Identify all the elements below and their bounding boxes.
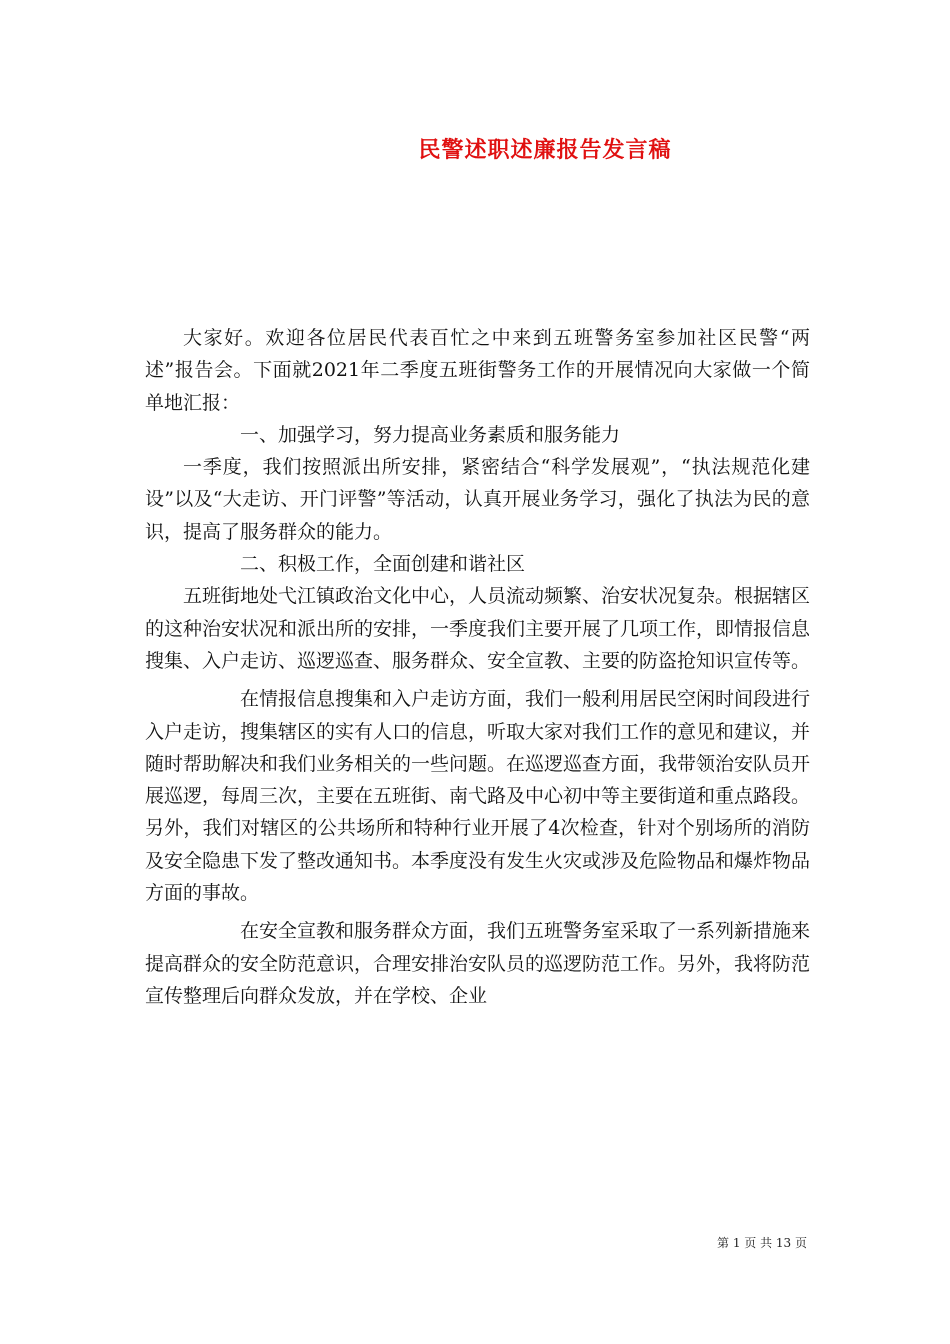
safety-education-paragraph: 在安全宣教和服务群众方面，我们五班警务室采取了一系列新措施来提高群众的安全防范意识，合理安排治安队员的巡逻防范工作。另外，我将防范宣传整理后向群众发放，并在学校、企业 — [145, 920, 811, 1007]
section-heading-1: 一、加强学习，努力提高业务素质和服务能力 — [240, 423, 621, 446]
intro-paragraph: 大家好。欢迎各位居民代表百忙之中来到五班警务室参加社区民警“两述”报告会。下面就2021年二季度五班街警务工作的开展情况向大家做一个简单地汇报： — [145, 327, 810, 414]
page-number: 第 1 页 共 13 页 — [717, 1236, 807, 1250]
section-heading-2: 二、积极工作，全面创建和谐社区 — [240, 553, 526, 576]
section-2-paragraph: 五班街地处弋江镇政治文化中心，人员流动频繁、治安状况复杂。根据辖区的这种治安状况和派出所的安排，一季度我们主要开展了几项工作，即情报信息搜集、入户走访、巡逻巡查、服务群众、安全宣教、主要的防盗抢知识宣传等。 — [145, 585, 811, 672]
section-1-paragraph: 一季度，我们按照派出所安排，紧密结合“科学发展观”，“执法规范化建设”以及“大走访、开门评警”等活动，认真开展业务学习，强化了执法为民的意识，提高了服务群众的能力。 — [145, 456, 810, 543]
document-title: 民警述职述廉报告发言稿 — [418, 137, 672, 163]
document-body — [145, 322, 810, 1012]
info-visit-paragraph: 在情报信息搜集和入户走访方面，我们一般利用居民空闲时间段进行入户走访，搜集辖区的实有人口的信息，听取大家对我们工作的意见和建议，并随时帮助解决和我们业务相关的一些问题。在巡逻巡查方面，我带领治安队员开展巡逻，每周三次，主要在五班街、南弋路及中心初中等主要街道和重点路段。另外，我们对辖区的公共场所和特种行业开展了4次检查，针对个别场所的消防及安全隐患下发了整改通知书。本季度没有发生火灾或涉及危险物品和爆炸物品方面的事故。 — [145, 688, 811, 905]
